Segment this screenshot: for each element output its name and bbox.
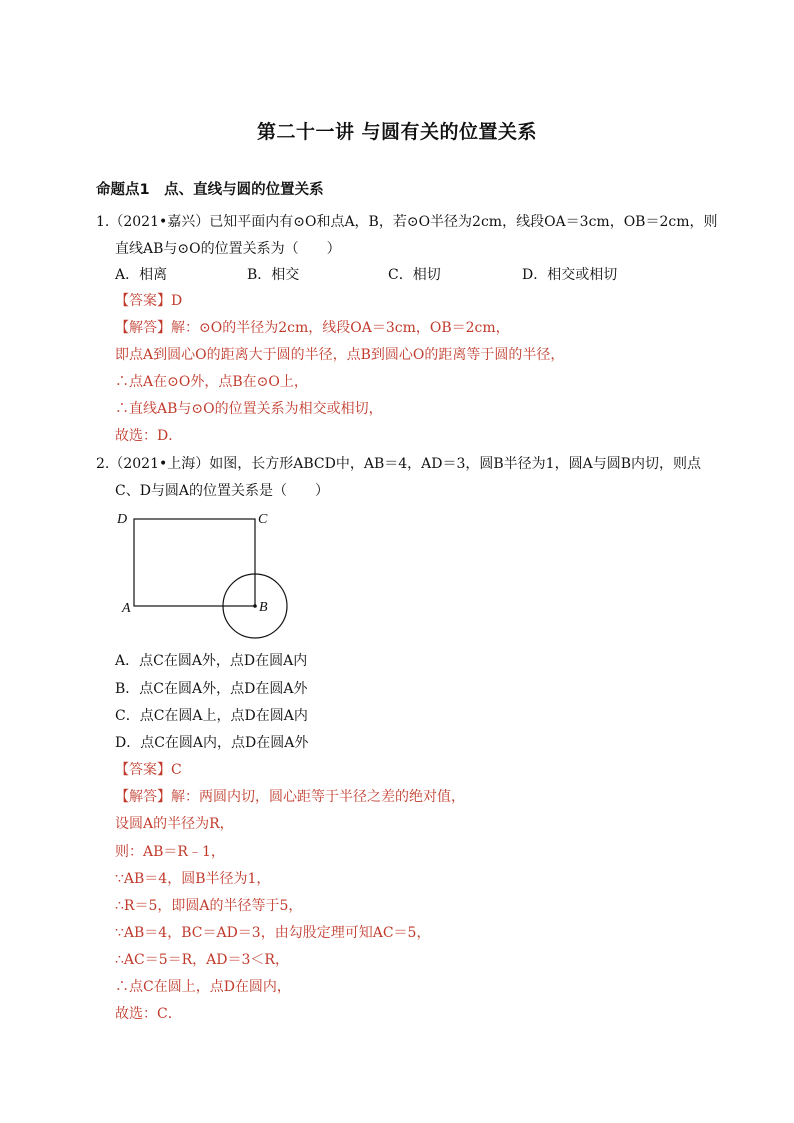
q2-solution-line5: ∴R＝5，即圆A的半径等于5， xyxy=(115,898,303,914)
label-a: A xyxy=(122,601,131,616)
section-heading: 命题点1 点、直线与圆的位置关系 xyxy=(96,182,324,198)
q2-solution-line9: 故选：C． xyxy=(115,1006,182,1022)
answer-value: D xyxy=(171,293,183,309)
q2-solution-line3: 则：AB＝R﹣1， xyxy=(115,844,225,860)
solution-label: 【解答】 xyxy=(115,320,171,336)
q1-option-a: A．相离 xyxy=(115,267,168,283)
q1-solution-line4: ∴直线AB与⊙O的位置关系为相交或相切， xyxy=(115,401,383,417)
q2-solution-line2: 设圆A的半径为R， xyxy=(115,816,234,832)
solution-label: 【解答】 xyxy=(115,789,171,805)
solution-text: 解：⊙O的半径为2cm，线段OA＝3cm，OB＝2cm， xyxy=(171,320,510,336)
center-point-b xyxy=(253,604,257,608)
q1-stem-line1: 1.（2021•嘉兴）已知平面内有⊙O和点A，B，若⊙O半径为2cm，线段OA＝3cm，OB＝2cm，则 xyxy=(96,214,718,230)
q2-solution-line8: ∴点C在圆上，点D在圆内， xyxy=(115,979,291,995)
label-d: D xyxy=(117,512,128,527)
q2-option-a: A．点C在圆A外，点D在圆A内 xyxy=(115,653,308,669)
q1-solution-line1 xyxy=(115,319,510,337)
q2-stem-line1: 2.（2021•上海）如图，长方形ABCD中，AB＝4，AD＝3，圆B半径为1，圆A与圆B内切，则点 xyxy=(96,456,701,472)
label-c: C xyxy=(258,512,268,527)
q1-option-c: C．相切 xyxy=(388,267,441,283)
q1-solution-line3: ∴点A在⊙O外，点B在⊙O上， xyxy=(115,374,308,390)
q1-option-b: B．相交 xyxy=(247,267,300,283)
q1-solution-line5: 故选：D． xyxy=(115,428,183,444)
solution-text: 解：两圆内切，圆心距等于半径之差的绝对值， xyxy=(171,789,465,805)
rectangle-abcd xyxy=(134,519,255,606)
q2-solution-line6: ∵AB＝4，BC＝AD＝3，由勾股定理可知AC＝5， xyxy=(115,925,431,941)
answer-value: C xyxy=(171,762,182,778)
q2-option-b: B．点C在圆A外，点D在圆A外 xyxy=(115,681,308,697)
page-title: 第二十一讲 与圆有关的位置关系 xyxy=(256,121,538,143)
q2-solution-line7: ∴AC＝5＝R，AD＝3＜R， xyxy=(115,952,289,968)
q2-stem-line2: C、D与圆A的位置关系是（ ） xyxy=(115,483,330,499)
answer-label: 【答案】 xyxy=(115,293,171,309)
answer-label: 【答案】 xyxy=(115,762,171,778)
q2-option-c: C．点C在圆A上，点D在圆A内 xyxy=(115,708,308,724)
q2-solution-line4: ∵AB＝4，圆B半径为1， xyxy=(115,871,271,887)
label-b: B xyxy=(259,600,268,615)
q2-option-d: D．点C在圆A内，点D在圆A外 xyxy=(115,735,309,751)
q1-solution-line2: 即点A到圆心O的距离大于圆的半径，点B到圆心O的距离等于圆的半径， xyxy=(115,347,565,363)
q1-stem-line2: 直线AB与⊙O的位置关系为（ ） xyxy=(115,241,341,257)
q2-answer xyxy=(115,761,182,779)
q2-solution-line1 xyxy=(115,788,465,806)
q1-option-d: D．相交或相切 xyxy=(522,267,618,283)
q1-answer xyxy=(115,292,182,310)
rectangle-circle-figure xyxy=(110,505,300,640)
